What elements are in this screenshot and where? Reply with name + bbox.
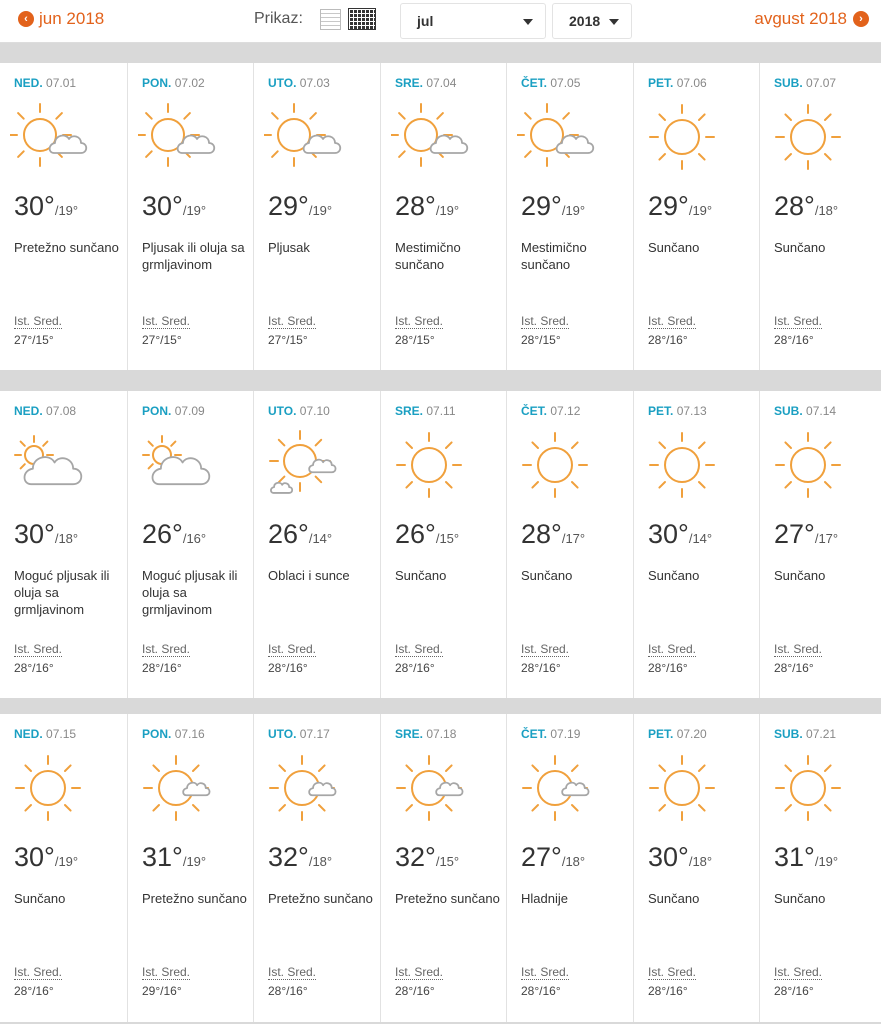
temperature — [268, 842, 332, 873]
temperature — [14, 842, 78, 873]
historical-average-label[interactable]: Ist. Sred. — [521, 642, 570, 656]
temperature — [774, 191, 838, 222]
sun-icon — [644, 752, 724, 832]
day-cell[interactable] — [633, 63, 759, 370]
sun-icon — [644, 101, 724, 181]
historical-average-label[interactable]: Ist. Sred. — [521, 965, 570, 979]
day-name: SUB. — [774, 404, 803, 418]
top-bar — [0, 0, 881, 43]
day-name: NED. — [14, 727, 43, 741]
day-header — [521, 727, 580, 741]
temp-max: 32° — [395, 842, 436, 872]
prev-month-link[interactable] — [18, 9, 104, 29]
day-date: 07.12 — [550, 404, 581, 418]
day-name: ČET. — [521, 76, 548, 90]
sun-icon — [644, 429, 724, 509]
day-header — [14, 404, 76, 418]
historical-average-label[interactable]: Ist. Sred. — [774, 314, 823, 328]
temp-max: 29° — [268, 191, 309, 221]
day-header — [521, 404, 580, 418]
day-date: 07.06 — [676, 76, 707, 90]
grid-view-icon[interactable] — [348, 8, 376, 30]
day-name: UTO. — [268, 404, 297, 418]
sun-icon — [770, 429, 850, 509]
temp-min: /18° — [308, 854, 333, 869]
weather-description: Pljusak ili oluja sa grmljavinom — [142, 240, 245, 272]
day-date: 07.07 — [806, 76, 837, 90]
sun-small-cloud-icon — [138, 752, 218, 832]
temperature — [268, 191, 332, 222]
day-name: SRE. — [395, 727, 424, 741]
prev-month-label: jun 2018 — [39, 9, 105, 28]
day-header — [142, 404, 205, 418]
temp-min: /16° — [182, 531, 207, 546]
temp-max: 28° — [521, 519, 562, 549]
day-cell[interactable] — [506, 714, 633, 1022]
day-date: 07.01 — [46, 76, 77, 90]
cloud-sun-icon — [10, 429, 90, 509]
temp-min: /15° — [435, 854, 460, 869]
day-name: PET. — [648, 404, 674, 418]
sun-cloud-icon — [10, 101, 90, 181]
day-date: 07.02 — [174, 76, 205, 90]
temp-min: /18° — [54, 531, 79, 546]
weather-description: Mestimično sunčano — [395, 240, 461, 272]
day-name: ČET. — [521, 404, 548, 418]
weather-description: Mestimično sunčano — [521, 240, 587, 272]
sun-icon — [517, 429, 597, 509]
day-cell[interactable] — [759, 63, 881, 370]
temp-min: /19° — [688, 203, 713, 218]
month-select[interactable] — [400, 3, 546, 39]
day-cell[interactable] — [253, 714, 380, 1022]
day-cell[interactable] — [127, 714, 253, 1022]
day-name: UTO. — [268, 727, 297, 741]
day-cell[interactable] — [759, 714, 881, 1022]
temp-max: 26° — [142, 519, 183, 549]
day-header — [268, 727, 330, 741]
temperature — [648, 842, 712, 873]
day-header — [648, 404, 707, 418]
temp-max: 29° — [521, 191, 562, 221]
day-name: SRE. — [395, 76, 424, 90]
temp-max: 27° — [521, 842, 562, 872]
day-header — [774, 727, 836, 741]
temperature — [142, 842, 206, 873]
arrow-left-icon: ‹ — [18, 11, 34, 27]
historical-average-value: 28°/16° — [648, 984, 688, 998]
day-cell[interactable] — [506, 391, 633, 698]
temp-max: 30° — [142, 191, 183, 221]
day-header — [142, 727, 205, 741]
day-cell[interactable] — [253, 391, 380, 698]
day-header — [268, 404, 330, 418]
historical-average-label[interactable]: Ist. Sred. — [395, 965, 444, 979]
temp-max: 26° — [395, 519, 436, 549]
cloud-sun-icon — [138, 429, 218, 509]
day-header — [648, 76, 707, 90]
historical-average-value: 28°/16° — [648, 333, 688, 347]
temp-min: /19° — [435, 203, 460, 218]
historical-average-label[interactable]: Ist. Sred. — [268, 642, 317, 656]
day-date: 07.11 — [426, 404, 456, 418]
weather-description: Pretežno sunčano — [395, 891, 500, 906]
historical-average-value: 29°/16° — [142, 984, 182, 998]
sun-cloud-icon — [264, 101, 344, 181]
day-cell[interactable] — [633, 714, 759, 1022]
day-cell[interactable] — [380, 391, 506, 698]
historical-average-value: 28°/15° — [395, 333, 435, 347]
historical-average-label[interactable]: Ist. Sred. — [268, 965, 317, 979]
day-header — [14, 727, 76, 741]
day-header — [268, 76, 330, 90]
day-date: 07.05 — [550, 76, 581, 90]
historical-average-value: 28°/15° — [521, 333, 561, 347]
weather-description: Sunčano — [395, 568, 447, 583]
day-name: SUB. — [774, 76, 803, 90]
year-select[interactable] — [552, 3, 632, 39]
week-row — [0, 714, 881, 1022]
day-name: ČET. — [521, 727, 548, 741]
historical-average-value: 28°/16° — [521, 984, 561, 998]
day-header — [648, 727, 707, 741]
weather-description: Sunčano — [521, 568, 573, 583]
temp-max: 30° — [14, 842, 55, 872]
historical-average-value: 28°/16° — [142, 661, 182, 675]
sun-icon — [10, 752, 90, 832]
weather-description: Hladnije — [521, 891, 568, 906]
historical-average-label[interactable]: Ist. Sred. — [774, 965, 823, 979]
day-date: 07.19 — [550, 727, 581, 741]
historical-average-value: 27°/15° — [268, 333, 308, 347]
chevron-down-icon — [609, 19, 619, 25]
day-date: 07.16 — [174, 727, 205, 741]
day-cell[interactable] — [633, 391, 759, 698]
day-header — [521, 76, 580, 90]
next-month-link[interactable] — [754, 9, 869, 29]
temp-min: /17° — [814, 531, 839, 546]
historical-average-label[interactable]: Ist. Sred. — [521, 314, 570, 328]
temperature — [521, 842, 585, 873]
historical-average-label[interactable]: Ist. Sred. — [648, 314, 697, 328]
temp-min: /19° — [182, 203, 207, 218]
day-cell[interactable] — [759, 391, 881, 698]
day-date: 07.17 — [299, 727, 330, 741]
sun-cloud-icon — [517, 101, 597, 181]
day-date: 07.14 — [806, 404, 837, 418]
temp-max: 31° — [774, 842, 815, 872]
day-name: PON. — [142, 404, 172, 418]
temperature — [395, 842, 459, 873]
day-header — [142, 76, 205, 90]
chevron-down-icon — [523, 19, 533, 25]
day-cell[interactable] — [506, 63, 633, 370]
temp-max: 29° — [648, 191, 689, 221]
day-header — [774, 76, 836, 90]
historical-average-label[interactable]: Ist. Sred. — [142, 642, 191, 656]
sun-small-cloud-icon — [517, 752, 597, 832]
temp-min: /14° — [688, 531, 713, 546]
sun-small-cloud-icon — [391, 752, 471, 832]
week-row — [0, 63, 881, 370]
day-header — [395, 727, 456, 741]
day-date: 07.21 — [806, 727, 837, 741]
historical-average-value: 27°/15° — [142, 333, 182, 347]
temperature — [521, 519, 585, 550]
weather-description: Moguć pljusak ili oluja sa grmljavinom — [14, 568, 110, 617]
year-select-value: 2018 — [569, 13, 601, 29]
temperature — [774, 842, 838, 873]
month-select-value: jul — [417, 13, 434, 29]
sun-cloud-icon — [391, 101, 471, 181]
historical-average-label[interactable]: Ist. Sred. — [774, 642, 823, 656]
day-date: 07.18 — [426, 727, 457, 741]
day-header — [395, 76, 456, 90]
historical-average-label[interactable]: Ist. Sred. — [395, 642, 444, 656]
historical-average-value: 28°/16° — [774, 984, 814, 998]
day-name: PET. — [648, 76, 674, 90]
historical-average-label[interactable]: Ist. Sred. — [14, 965, 63, 979]
day-name: PON. — [142, 727, 172, 741]
temperature — [142, 519, 206, 550]
day-cell[interactable] — [0, 63, 127, 370]
temp-min: /19° — [182, 854, 207, 869]
historical-average-value: 28°/16° — [268, 661, 308, 675]
temperature — [774, 519, 838, 550]
temp-min: /19° — [308, 203, 333, 218]
day-cell[interactable] — [0, 714, 127, 1022]
historical-average-label[interactable]: Ist. Sred. — [648, 642, 697, 656]
weather-description: Sunčano — [774, 891, 826, 906]
temperature — [395, 191, 459, 222]
temperature — [14, 519, 78, 550]
temp-min: /19° — [54, 203, 79, 218]
temp-max: 30° — [648, 519, 689, 549]
day-name: PON. — [142, 76, 172, 90]
day-name: SRE. — [395, 404, 424, 418]
historical-average-value: 28°/16° — [774, 333, 814, 347]
temp-max: 30° — [14, 191, 55, 221]
temp-max: 30° — [648, 842, 689, 872]
historical-average-label[interactable]: Ist. Sred. — [268, 314, 317, 328]
temp-min: /18° — [814, 203, 839, 218]
weather-description: Pljusak — [268, 240, 310, 255]
sun-icon — [391, 429, 471, 509]
weather-description: Pretežno sunčano — [142, 891, 247, 906]
day-name: NED. — [14, 76, 43, 90]
day-date: 07.20 — [676, 727, 707, 741]
temp-min: /18° — [561, 854, 586, 869]
next-month-label: avgust 2018 — [754, 9, 847, 28]
temp-max: 26° — [268, 519, 309, 549]
day-date: 07.13 — [676, 404, 707, 418]
temperature — [648, 191, 712, 222]
temperature — [395, 519, 459, 550]
sun-small-cloud-icon — [264, 752, 344, 832]
historical-average-label[interactable]: Ist. Sred. — [14, 314, 63, 328]
weather-description: Pretežno sunčano — [14, 240, 119, 255]
weather-description: Oblaci i sunce — [268, 568, 350, 583]
historical-average-value: 28°/16° — [14, 661, 54, 675]
day-header — [14, 76, 76, 90]
weather-description: Sunčano — [648, 240, 700, 255]
list-view-icon[interactable] — [320, 9, 341, 30]
day-date: 07.04 — [426, 76, 457, 90]
weather-description: Sunčano — [774, 240, 826, 255]
temp-max: 28° — [774, 191, 815, 221]
temp-min: /19° — [561, 203, 586, 218]
temp-max: 32° — [268, 842, 309, 872]
temp-min: /18° — [688, 854, 713, 869]
historical-average-value: 28°/16° — [395, 661, 435, 675]
day-header — [395, 404, 456, 418]
day-date: 07.15 — [46, 727, 77, 741]
historical-average-label[interactable]: Ist. Sred. — [142, 314, 191, 328]
day-date: 07.08 — [46, 404, 77, 418]
temp-min: /17° — [561, 531, 586, 546]
historical-average-value: 28°/16° — [395, 984, 435, 998]
temp-min: /19° — [814, 854, 839, 869]
day-cell[interactable] — [127, 63, 253, 370]
temperature — [14, 191, 78, 222]
historical-average-value: 28°/16° — [521, 661, 561, 675]
day-name: UTO. — [268, 76, 297, 90]
day-cell[interactable] — [380, 714, 506, 1022]
sun-clouds-icon — [264, 429, 344, 509]
week-row — [0, 391, 881, 698]
temp-max: 27° — [774, 519, 815, 549]
sun-icon — [770, 101, 850, 181]
temp-min: /14° — [308, 531, 333, 546]
historical-average-label[interactable]: Ist. Sred. — [648, 965, 697, 979]
day-date: 07.09 — [174, 404, 205, 418]
temperature — [268, 519, 332, 550]
weather-description: Moguć pljusak ili oluja sa grmljavinom — [142, 568, 238, 617]
day-cell[interactable] — [253, 63, 380, 370]
day-cell[interactable] — [0, 391, 127, 698]
historical-average-value: 27°/15° — [14, 333, 54, 347]
historical-average-value: 28°/16° — [648, 661, 688, 675]
temperature — [521, 191, 585, 222]
weather-description: Pretežno sunčano — [268, 891, 373, 906]
temperature — [648, 519, 712, 550]
historical-average-value: 28°/16° — [774, 661, 814, 675]
temp-min: /15° — [435, 531, 460, 546]
day-cell[interactable] — [127, 391, 253, 698]
temp-max: 28° — [395, 191, 436, 221]
day-name: NED. — [14, 404, 43, 418]
temp-min: /19° — [54, 854, 79, 869]
historical-average-value: 28°/16° — [14, 984, 54, 998]
arrow-right-icon: › — [853, 11, 869, 27]
historical-average-label[interactable]: Ist. Sred. — [14, 642, 63, 656]
temperature — [142, 191, 206, 222]
weather-description: Sunčano — [14, 891, 66, 906]
weather-description: Sunčano — [774, 568, 826, 583]
weather-description: Sunčano — [648, 568, 700, 583]
day-name: PET. — [648, 727, 674, 741]
day-date: 07.10 — [299, 404, 330, 418]
sun-icon — [770, 752, 850, 832]
day-header — [774, 404, 836, 418]
temp-max: 30° — [14, 519, 55, 549]
historical-average-value: 28°/16° — [268, 984, 308, 998]
day-name: SUB. — [774, 727, 803, 741]
weather-description: Sunčano — [648, 891, 700, 906]
view-label: Prikaz: — [254, 10, 303, 27]
historical-average-label[interactable]: Ist. Sred. — [142, 965, 191, 979]
day-date: 07.03 — [299, 76, 330, 90]
historical-average-label[interactable]: Ist. Sred. — [395, 314, 444, 328]
day-cell[interactable] — [380, 63, 506, 370]
sun-cloud-icon — [138, 101, 218, 181]
temp-max: 31° — [142, 842, 183, 872]
